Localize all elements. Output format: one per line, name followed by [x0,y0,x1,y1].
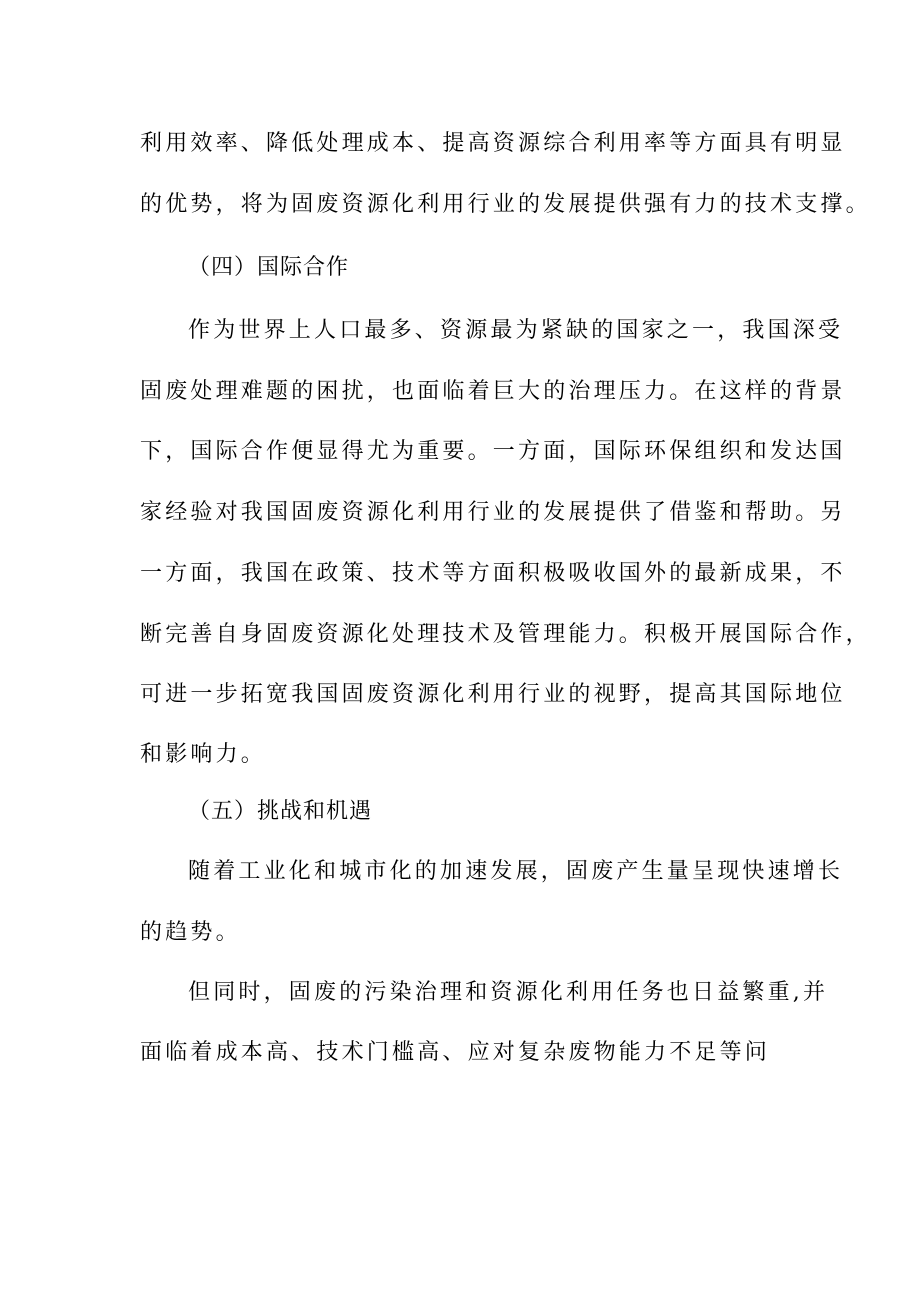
section-heading-international-cooperation: （四）国际合作 [188,255,350,280]
paragraph-line: 但同时，固废的污染治理和资源化利用任务也日益繁重,并 [188,980,829,1005]
paragraph-line: 的趋势。 [140,920,241,945]
paragraph-line: 下，国际合作便显得尤为重要。一方面，国际环保组织和发达国 [140,439,846,464]
paragraph-line: 可进一步拓宽我国固废资源化利用行业的视野，提高其国际地位 [140,682,846,707]
section-heading-challenges-and-opportunities: （五）挑战和机遇 [188,799,373,824]
paragraph-line: 随着工业化和城市化的加速发展，固废产生量呈现快速增长 [188,859,844,884]
paragraph-line: 的优势，将为固废资源化利用行业的发展提供强有力的技术支撑。 [140,192,871,217]
paragraph-line: 一方面，我国在政策、技术等方面积极吸收国外的最新成果，不 [140,561,846,586]
paragraph-line: 固废处理难题的困扰，也面临着巨大的治理压力。在这样的背景 [140,379,846,404]
paragraph-line: 面临着成本高、技术门槛高、应对复杂废物能力不足等问 [140,1040,771,1065]
paragraph-line: 断完善自身固废资源化处理技术及管理能力。积极开展国际合作， [140,622,871,647]
paragraph-line: 和影响力。 [140,742,267,767]
paragraph-line: 家经验对我国固废资源化利用行业的发展提供了借鉴和帮助。另 [140,500,846,525]
paragraph-line: 利用效率、降低处理成本、提高资源综合利用率等方面具有明显 [140,131,846,156]
paragraph-line: 作为世界上人口最多、资源最为紧缺的国家之一，我国深受 [188,318,844,343]
